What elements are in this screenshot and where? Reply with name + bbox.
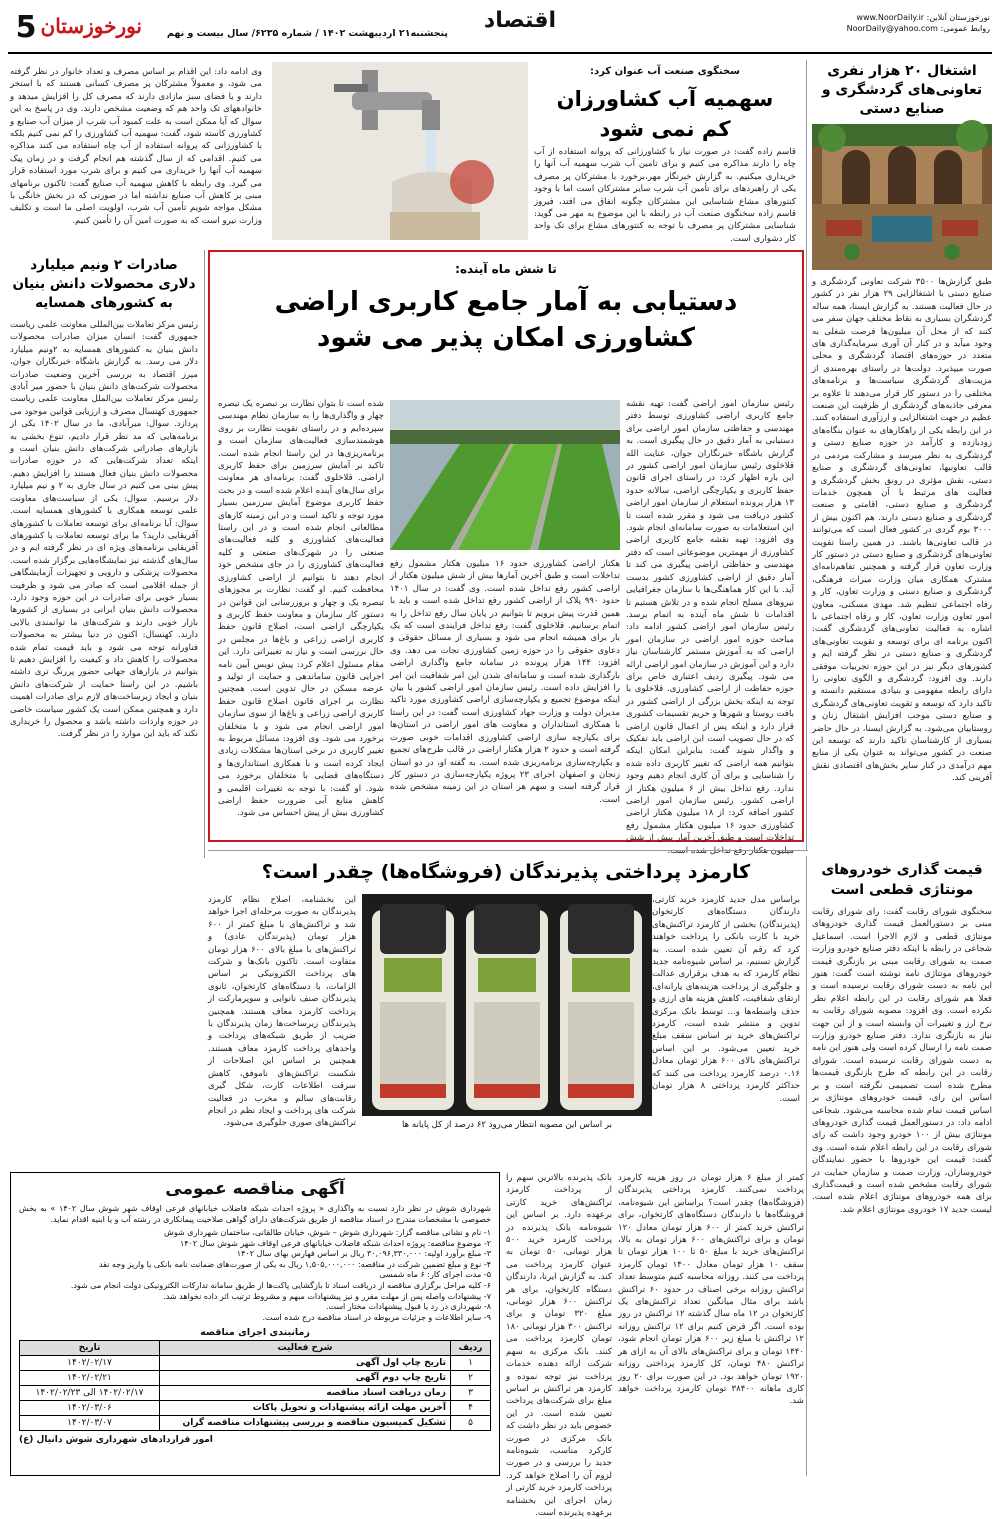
row-activity: تشکیل کمیسیون مناقصه و بررسی پیشنهادات مناقصه گران bbox=[160, 1416, 451, 1431]
rice-field-illustration bbox=[390, 400, 620, 550]
tender-item: ۸- شهرداری در رد یا قبول پیشنهادات مختار است. bbox=[325, 1302, 491, 1312]
land-headline-2: کشاورزی امکان پذیر می شود bbox=[317, 323, 695, 353]
row-activity: آخرین مهلت ارائه پیشنهادات و تحویل پاکات bbox=[160, 1401, 451, 1416]
table-row bbox=[20, 1416, 491, 1431]
tender-item: ۵- مدت اجرای کار: ۶ ماه شمسی bbox=[379, 1270, 491, 1280]
water-article bbox=[10, 62, 800, 242]
row-date: ۱۴۰۲/۰۳/۰۷ bbox=[20, 1416, 160, 1431]
water-kicker: سخنگوی صنعت آب عنوان کرد: bbox=[589, 66, 741, 77]
row-number: ۱ bbox=[451, 1356, 491, 1371]
col-header-row: ردیف bbox=[451, 1341, 491, 1356]
tender-item: ۶- کلیه مراحل برگزاری مناقصه از دریافت اسناد تا بازگشایی پاکت‌ها از طریق سامانه تدارکات الکترونیکی دولت انجام می شود. bbox=[70, 1280, 491, 1290]
tourism-body: طبق گزارش‌ها ۳۵۰۰ شرکت تعاونی گردشگری و صنایع دستی با اشتغالزایی ۲۹ هزار نفر در کشور در حال فعالیت هستند. به گزارش ایسنا، همه ساله گردشگران بسیاری به نقاط مختلف جهان سفر می کنند که از محل آن میلیون‌ها فرصت شغلی به وجود میآید و در کنار آن‌ آوری سرمایه‌گذاری های متعدد در حوزه‌های اقتصاد گردشگری و محلی صورت میپذیرد. دولت‌ها در راستای بهره‌مندی از مزیت‌های گردشگری سیاست‌ها و برنامه‌های مختلفی را در دستور کار قرار می‌دهند تا علاوه بر معرفی جاذبه‌های گردشگری از ظرفیت این صنعت عظیم در جهت اشتغالزایی و ارزآوری استفاده کنند. در این رابطه یکی از راهکارهای به عنوان بنگاه‌های زودبازده و کارآمد در حوزه صنایع دستی و گردشگری به نظر میرسد و مشارکت مردمی در قالب تعاونیها، تعاونی‌های گردشگری و صنایع دستی، نقش مؤثری در رونق بخش گردشگری و فعالیت های مرتبط با آن همچون خدمات گردشگری و صنایع دستی، اقامتی و صنعت گردشگری و صنایع دستی دارند. هم اکنون بیش از ۳۰۰۰ بوم گردی در کشور فعال است که می‌توانند در قالب تعاونی‌ها باشند. در همین راستا تقویت تعاونی‌های گردشگری و صنایع دستی در دستور کار وزارت تعاون قرار گرفته و همچنین تفاهم‌نامه‌ای مشترک همکاری میان وزارت میراث فرهنگی، گردشگری و صنایع دستی و وزارت تعاون، کار و رفاه اجتماعی تنظیم شد. مهدی مسکنی، معاون امور تعاون وزارت تعاون، کار و رفاه اجتماعی با اشاره به فعالیت تعاونی‌های گردشگری گفت: اکنون برنامه ای برای توسعه و تقویت تعاونی‌های گردشگری و صنایع دستی در نظر گرفته ایم و کشورهای دیگر نیز در این حوزه تجربیات موفقی دارند. وی افزود: گردشگری و الگوی تعاونی را دارای رابطه مفهومی و بنیادی مستقیم دانسته و تاکید دارد که توسعه و تقویت تعاونی‌های گردشگری و صنایع دستی موجب افزایش اشتغال زنان و روستاییان می‌شود. به گزارش ایسنا، در حال حاضر بسیاری از کارشناسان تاکید دارند که توسعه این صنعت در کشور می‌تواند به عنوان یکی از منابع مهم درآمدی در کنار سایر بخش‌های اقتصادی نقش آفرینی کند. bbox=[812, 277, 992, 784]
land-field-photo bbox=[390, 400, 620, 550]
site-url[interactable]: نورخوزستان آنلاین: www.NoorDaily.ir bbox=[856, 13, 990, 22]
pos-photo-caption: بر اساس این مصوبه انتظار می‌رود ۶۲ درصد از کل پایانه ها bbox=[401, 1120, 613, 1130]
schedule-caption: زمانبندی اجرای مناقصه bbox=[200, 1327, 310, 1339]
row-activity: تاریخ چاپ دوم آگهی bbox=[160, 1371, 451, 1386]
water-headline: سهمیه آب کشاورزان کم نمی شود bbox=[556, 87, 774, 141]
fee-body-left: بانک پذیرنده بالاترین سهم را از پرداخت کارمزد تراکنش‌های خرید کارتی برعهده دارد. بر اساس این شیوه‌نامه بانک پذیرنده در پرداخت کارمزد خرید ۵۰۰ هزار تومانی، ۵۰ تومان به عنوان کارمزد پرداخت می کند. به گزارش ایرنا، دارندگان دستگاه کارتخوان، برای هر تراکنش ۶۰۰ هزار تومانی، مبلغ ۳۲۰ تومان و برای تراکنش ۳۰۰ هزار تومانی ۱۸۰ تومان کارمزد پرداخت می کنند. بانک مرکزی به سهم شرکت ارائه دهنده خدمات پرداخت نیز توجه نموده و کارمزد هر تراکنش بر اساس مبلغ برای شرکت‌های پرداخت تعیین شده است. در این خصوص باید در نظر داشت که بانک مرکزی در صورت کارکرد مناسب، شیوه‌نامه جدید را بررسی و در صورت لزوم آن را اصلاح خواهد کرد. پرداخت کارمزد خرید کارتی از زمان اجرای این بخشنامه برعهده پذیرنده است. bbox=[506, 1173, 612, 1518]
site-info bbox=[790, 12, 990, 34]
tourism-photo bbox=[812, 124, 992, 270]
logo: نورخوزستان bbox=[40, 14, 142, 38]
courtyard-illustration bbox=[812, 124, 992, 270]
cars-headline: قیمت گذاری خودروهای مونتاژی قطعی است bbox=[821, 862, 983, 898]
exports-headline: صادرات ۲ ونیم میلیارد دلاری محصولات دانش بنیان به کشورهای همسایه bbox=[12, 257, 196, 311]
table-row bbox=[20, 1386, 491, 1401]
pos-article bbox=[208, 858, 804, 1168]
tender-ad bbox=[10, 1172, 500, 1476]
col-header-activity: شرح فعالیت bbox=[160, 1341, 451, 1356]
tender-item: ۲- موضوع مناقصه: پروژه احداث شبکه فاضلاب خیابانهای فرعی اوقاف شهر شوش سال ۱۴۰۲ bbox=[179, 1238, 491, 1248]
water-tap-illustration bbox=[272, 62, 528, 240]
tourism-headline: اشتغال ۲۰ هزار نفری تعاونی‌های گردشگری و صنایع دستی bbox=[821, 63, 983, 117]
tender-item: ۷- پیشنهادات واصله پس از مهلت مقرر و نیز پیشنهادات مبهم و مشروط ترتیب اثر داده نخواهد شد. bbox=[163, 1291, 491, 1301]
col-header-date: تاریخ bbox=[20, 1341, 160, 1356]
tender-item: ۳- مبلغ برآورد اولیه: ۳۰,۰۹۶,۳۳۰,۰۰۰ ریال بر اساس فهارس بهای سال ۱۴۰۲ bbox=[236, 1249, 491, 1259]
row-date: ۱۴۰۲/۰۲/۲۱ bbox=[20, 1371, 160, 1386]
water-tap-photo bbox=[272, 62, 528, 240]
land-body-left: شده است تا بتوان نظارت بر تبصره یک تبصره چهار و واگذاری‌ها را به سازمان نظام مهندسی سپرده‌ایم و در راستای تقویت نظارت بر روی هوشمندسازی فعالیت‌های سازمان است و برنامه‌ریزی‌ها در این راستا انجام شده است. تاکید بر آمایش سرزمین برای حفظ کاربری اراضی. قلاخلوی گفت: برنامه‌ای هر معاونت برای سال‌های آینده اعلام شده است و در بحث حفظ کاربری موضوع آمایش سرزمین بسیار مورد توجه و تاکید است و در این زمینه کارهای مطالعاتی انجام شده است و در این راستا فعالیت‌های کشاورزی و کلیه فعالیت‌های صنعتی را در شهرک‌های صنعتی و کلیه فعالیت‌های کشاورزی را در جای مشخص خود انجام دهند تا بتوانیم از اراضی کشاورزی محافظت کنیم. او گفت: نظارت بر مجوزهای تبصره یک و چهار و بروزرسانی این قوانین در دستور کار سازمان و معاونت حفظ کاربری و یکپارچگی اراضی است، اصلاح قانون حفظ کاربری اراضی زراعی و باغ‌ها در مجلس در حال بررسی است و نیاز به تغییراتی دارد. این مقام مسئول اعلام کرد: پیش نویس آیین نامه اجرایی قانون ساماندهی و حمایت از تولید و عرضه مسکن در حال تدوین است. همچنین نظارت بر اجرای قانون اصلاح قانون حفظ کاربری اراضی زراعی و باغ‌ها از سوی سازمان امور اراضی انجام می شود و با متخلفان برخورد می شود. وی افزود: مسائل مربوط به تغییر کاربری در برخی استان‌ها مشکلات زیادی ایجاد کرده است و با همکاری استانداری‌ها و دستگاه‌های قضایی با متخلفان برخورد می شود. او گفت: با توجه به تغییرات اقلیمی و کاهش منابع آبی ضرورت حفظ اراضی کشاورزی بیش از پیش احساس می شود. bbox=[218, 399, 384, 819]
cars-article bbox=[812, 860, 992, 1472]
pos-body-right: براساس مدل جدید کارمزد خرید کارتی، دارندگان دستگاه‌های کارتخوان (پذیرندگان) بخشی از کارمزد تراکنش‌های خرید با کارت بانکی را پرداخت خواهند کرد که رقم آن تعیین شده است. به گزارش تسنیم، بر اساس شیوه‌نامه جدید نظام کارمزد که به هدف برقراری عدالت و جلوگیری از پرداخت هزینه‌های یارانه‌ای، ارتقای شفافیت، کاهش هزینه های ارزی و حذف واسطه‌ها و... توسط بانک مرکزی تدوین و منتشر شده است، کارمزد تراکنش‌های خرید بر اساس سقف مبلغ خرید تعیین می‌شود. بر این اساس تراکنش‌های بالای ۶۰۰ هزار تومان معادل ۰.۱۶ درصد کارمزد پرداخت می کنند که حداکثر کارمزد پرداختی ۸ هزار تومان است. bbox=[652, 895, 801, 1104]
land-body-middle: هکتار اراضی کشاورزی حدود ۱۶ میلیون هکتار مشمول رفع تداخلات است و طبق آخرین آمارها بیش از شش میلیون هکتار از اراضی کشور رفع تداخل شده است. وی گفت: در سال ۱۴۰۱ حدود ۹۹۰ پلاک از اراضی کشور رفع تداخل شده است و باید با همین قدرت پیش برویم تا بتوانیم در پایان سال رفع تداخل را به اتمام برسانیم. قلاخلوی گفت: رفع تداخل فرایندی است که یک بار برای همیشه انجام می شود و بسیاری از مسائل حقوقی و دعاوی حقوقی را در حوزه زمین کشاورزی نجات می دهد. وی افزود: ۱۴۴ هزار پرونده در سامانه جامع واگذاری اراضی بارگذاری شده است و سامانه‌ای شدن این امر شفافیت این امر را افزایش داده است. رئیس سازمان امور اراضی کشور با بیان اینکه موضوع تجمیع و یکپارچه‌سازی اراضی کشاورزی مورد تاکید مدیران دولت و وزارت جهاد کشاورزی است گفت: در این راستا با همکاری استانداران و معاونت های امور اراضی در استان‌ها برای یکپارچه سازی اراضی کشاورزی اقدامات خوبی صورت گرفته است و حدود ۲ هزار هکتار اراضی در قالب طرح‌های تجمیع و یکپارچه‌سازی برنامه‌ریزی شده است. به گفته او، در دو استان زنجان و اصفهان اجرای ۲۳ پروژه یکپارچه‌سازی در دستور کار قرار گرفته است و سهم هر استان در این زمینه مشخص شده است. bbox=[390, 559, 620, 805]
land-body-right: رئیس سازمان امور اراضی گفت: تهیه نقشه جامع کاربری اراضی کشاورزی توسط دفتر مهندسی و حفاظتی سازمان امور اراضی برای دستیابی به آمار دقیق در حال پیگیری است. به گزارش باشگاه خبرنگاران جوان، عنایت الله قلاخلوی رئیس سازمان امور اراضی کشور در این باره اظهار کرد: در راستای اجرای قانون حفظ کاربری و یکپارچگی اراضی، سالانه حدود ۱۳ هزار پرونده استعلام از سازمان امور اراضی کشور دریافت می شود و مقرر شده است تا این استعلامات به صورت سامانه‌ای انجام شود. وی افزود: تهیه نقشه جامع کاربری اراضی کشاورزی از مهمترین موضوعاتی است که دفتر مهندسی و حفاظتی اراضی پیگیری می کند تا آمار دقیق از اراضی کشاورزی کشور بدست آید. با این کار هماهنگی‌ها با سازمان جغرافیایی نیروهای مسلح انجام شده و در تلاش هستیم تا اقدامات تا شش ماه آینده به اتمام برسد. رئیس سازمان امور اراضی کشور ادامه داد: مباحث حوزه امور اراضی در سازمان امور اراضی که به آموزش مستمر کارشناسان نیاز دارد و این آموزش در سازمان امور اراضی ارائه می شود. پیگیری ردیف اعتباری خاص برای حوزه حفاظت از اراضی کشاورزی. قلاخلوی با توجه به اینکه بخش بزرگی از اراضی کشور در بافت روستا و شهرها و حریم تقسیمات کشوری قرار دارد و اینکه پس از اعمال قانون اراضی که در حال تصویب است این اراضی باید تفکیک و واگذار شوند گفت: بنابراین امکان اینکه بتوانیم همه اراضی که تغییر کاربری داده شده را شناسایی و برای آن کاری انجام دهیم وجود ندارد. رفع تداخل بیش از ۶ میلیون هکتار از اراضی کشور. رئیس سازمان امور اراضی کشور اضافه کرد: از ۱۸ میلیون هکتار اراضی کشاورزی حدود ۱۶ میلیون هکتار مشمول رفع تداخلات است و طبق آخرین آمار بیش از شش bbox=[626, 399, 795, 844]
section-title: اقتصاد bbox=[483, 8, 557, 33]
pos-body-middle: این بخشنامه، اصلاح نظام کارمزد پذیرندگان به صورت مرحله‌ای اجرا خواهد شد و تراکنش‌های با مبلغ کمتر از ۶۰۰ هزار تومان (پذیرندگان عادی) و تراکنش‌های با مبلغ بالای ۶۰۰ هزار تومان متفاوت است. تاکنون بانک‌ها و شرکت های پرداخت الکترونیکی بر اساس الزامات، با دستگاه‌های کارتخوان، ثانوی پذیرندگان صنف نانوایی و سوپرمارکت از پرداخت کارمزد معاف هستند. همچنین پذیرندگان زیرساخت‌ها زمان پذیرندگان با ضریب از طریق شبکه‌های پرداخت و واحدهای پرداخت کارمزد معاف هستند. همچنین بر اساس این اصلاحات از شکست تراکنش‌های ناموفق، کاهش سرقت اطلاعات کارت، شکل گیری رقابت‌های سالم و مخرب در فعالیت شرکت های پرداخت و ایجاد نظم در انجام تراکنش‌های صوری جلوگیری می‌شود. bbox=[208, 895, 356, 1129]
tender-items bbox=[19, 1228, 491, 1323]
table-row bbox=[20, 1401, 491, 1416]
row-number: ۲ bbox=[451, 1371, 491, 1386]
row-activity: زمان دریافت اسناد مناقصه bbox=[160, 1386, 451, 1401]
pos-terminals-photo bbox=[362, 894, 652, 1116]
exports-body: رئیس مرکز تعاملات بین‌المللی معاونت علمی ریاست جمهوری گفت: انسان میزان صادرات محصولات دانش بنیان به کشورهای همسایه به ۲ونیم میلیارد دلار می رسد. به گزارش باشگاه خبرنگاران جوان، میرز اقتصاد به بررسی آخرین وضعیت صادرات محصولات شرکت‌های دانش بنیان با حضور میر آبادی رئیس مرکز تعاملات بین‌الملل معاونت علمی ریاست جمهوری کهنسال مصرف و ارزیابی قوانین موجود می پردازد. سوال: میرآبادی، ما در سال ۱۴۰۲ یکی از برنامه‌هایی که مد نظر قرار دادیم، تنوع بخشی به بازارهای صادراتی شرکت‌های دانش بنیان است و اینکه تعداد شرکت‌هایی که در حوزه صادرات محصولات دانش بنیان فعال هستند را افزایش دهیم. پیش بینی می کنیم در سال جاری به ۲ و نیم میلیارد دلار برسیم. سوال: یکی از سیاست‌های معاونت علمی توسعه همکاری با کشورهای همسایه است. سوال: آیا برنامه‌ای برای توسعه تعاملات با کشورهای آفریقایی دارید؟ ما برای توسعه تعاملات با کشورهای آفریقایی برنامه‌های ویژه ای در نظر گرفته ایم و در سال‌های گذشته نیز نمایشگاه‌هایی برگزار شده است. محصولات پزشکی و دارویی و تجهیزات آزمایشگاهی از جمله اقلامی است که صادر می شود و ظرفیت بسیار خوبی برای صادرات در این حوزه وجود دارد. محصولات دانش بنیان ایرانی در بسیاری از کشورها بازار خوبی دارند و شرکت‌های ما توانمندی بالایی دارند. کهنسال: اکنون در دنیا بیشتر به محصولات فناورانه توجه می شود و باید قیمت تمام شده محصولات را کاهش داد و کیفیت را افزایش دهیم تا بتوانیم در بازارهای جهانی حضور پررنگ تری داشته باشیم. در این راستا حمایت از شرکت‌های دانش بنیان و ایجاد زیرساخت‌های لازم برای صادرات اهمیت دارد و همچنین ممکن است یک کشور سیاست خاصی در حوزه واردات داشته باشد و محصول را خریداری نکند که باید این موارد را در نظر گرفت. bbox=[10, 320, 199, 740]
card-readers-illustration bbox=[362, 894, 652, 1116]
land-headline-1: دستیابی به آمار جامع کاربری اراضی bbox=[274, 287, 738, 317]
table-row bbox=[20, 1371, 491, 1386]
section-rule bbox=[208, 850, 808, 851]
row-date: ۱۴۰۲/۰۲/۱۷ bbox=[20, 1356, 160, 1371]
exports-article bbox=[10, 256, 198, 856]
pos-headline: کارمزد پرداختی پذیرندگان (فروشگاه‌ها) چقدر است؟ bbox=[261, 861, 751, 883]
tender-title: آگهی مناقصه عمومی bbox=[165, 1179, 345, 1199]
tourism-article bbox=[812, 62, 992, 847]
page-number: 5 bbox=[15, 10, 37, 45]
schedule-table bbox=[19, 1340, 491, 1431]
cars-body: سخنگوی شورای رقابت گفت: رای شورای رقابت مبنی بر دستورالعمل قیمت گذاری خودروهای مونتاژی قطعی و لازم الاجرا است. اسماعیل شجاعی در رابطه با اینکه دفتر صنایع خودرو وزارت صمت به شورای رقابت مبنی بر بازنگری قیمت خودروهای مونتاژی نامه نوشته است گفت: هنوز این نامه به دست شورای رقابت نرسیده است و فعلا هم شورای رقابت در این رابطه اعلام نظر نکرده است. وی افزود: مصوبه شورای رقابت به نرخ ارز و تغییرات آن وابسته است و از این جهت نیاز به بازنگری ندارد. دفتر صنایع خودرو وزارت صمت نامه را ارسال کرده است ولی هنوز این نامه به دست شورای رقابت نرسیده است. شورای رقابت در این رابطه که طرح بازنگری قیمت‌ها مطرح شده است تصمیمی نگرفته است و بر اساس این رای، قیمت خودروهای مونتاژی بر اساس قیمت تمام شده محاسبه می‌شود. شجاعی ادامه داد: در دستورالعمل قیمت گذاری خودروهای مونتاژی بیش از ۱۰۰ خودرو وجود داشت که رای شورای رقابت در این رابطه اعلام شده است. وی گفت: قیمت این خودروها با حضور نمایندگان خودروسازان، وزارت صمت و سازمان حمایت در شورای رقابت مشخص شده است و قیمت‌گذاری برای همه خودروهای مونتاژی اعلام شده است. لیست جدید ۱۷ خودروی مونتاژی اعلام شد. bbox=[812, 907, 992, 1215]
column-divider bbox=[806, 60, 807, 850]
tender-intro: شهرداری شوش در نظر دارد نسبت به واگذاری « پروژه احداث شبکه فاضلاب خیابانهای فرعی اوقاف شهر شوش سال ۱۴۰۲ » به بخش خصوصی با مشخصات مندرج در اسناد مناقصه از طریق شرکت‌های دارای گواهی صلاحیت پیمانکاری در رشته آب و یا ابنیه اقدام نماید. bbox=[19, 1204, 491, 1224]
water-body-right: قاسم زاده گفت: در صورت نیاز با کشاورزانی که پروانه استفاده از آب چاه را دارند مذاکره می کنیم و برای تامین آب شرب سهمیه آب آنها را خریداری میکنیم. به گزارش خبرنگار مهر،برخورد با مشترکان پر مصرف یکی از راهبردهای برای تأمین آب شرب سایر مشترکان است اما با وجود کنتورهای مشاع شناسایی این مشترکان چگونه اتفاق می افتد، فیروز قاسم زاده سخنگوی صنعت آب در رابطه با این موضوع به مهر می گوید: شناسایی مشترکان پر مصرف با توجه به کنتورهای مشاع برای تک واحد کار دشواری است. bbox=[534, 147, 796, 244]
row-date: ۱۴۰۲/۰۳/۰۶ bbox=[20, 1401, 160, 1416]
land-article-box bbox=[208, 250, 804, 842]
water-body-left: وی ادامه داد: این اقدام بر اساس مصرف و تعداد خانوار در نظر گرفته می شود، و معمولاً مشترکان پر مصرف کسانی هستند که با استخر دارند و یا فضای سبز مازادی دارند که مصرف کل را افزایش میدهد و خانوادههای تک واحد هم که وضعیت مشخص دارند. وی در پاسخ به این سوال که آیا ممکن است به علت کمبود آب شرب از میزان آب صنایع و کشاورزی کاسته شود، گفت: سهمیه آب کشاورزی را کم نمی کنیم بلکه با کشاورزانی که پروانه استفاده از آب چاه استفاده می کنند مذاکره می کنیم. اقدامی که از سال گذشته هم انجام گرفت و در زمان پیک سهمیه آب آنها را خریداری می کنیم و برای شرب مورد استفاده قرار می گیرد. وی رابطه با کاهش سهمیه آب صنایع گفت: تاکنون برنامهای مبنی بر کاهش آب صنایع نداشته اما در صورتی که در بخش خانگی با مشکل مواجه شویم تأمین آب شرب، اولویت اصلی ما است و تکلیف وزارت نیرو است که به صورت امین آن را تأمین کنیم. bbox=[10, 67, 262, 226]
date-line: پنجشنبه۲۱ اردیبهشت ۱۴۰۲ / شماره ۶۲۳۵/ سال بیست و نهم bbox=[166, 28, 448, 39]
site-email[interactable]: روابط عمومی: NoorDaily@yahoo.com bbox=[846, 24, 990, 33]
row-activity: تاریخ چاپ اول آگهی bbox=[160, 1356, 451, 1371]
tender-signature: امور قراردادهای شهرداری شوش دانیال (ع) bbox=[19, 1435, 213, 1446]
column-divider bbox=[806, 856, 807, 1476]
table-row bbox=[20, 1356, 491, 1371]
fee-body-right: کمتر از مبلغ ۶ هزار تومان در روز هزینه کارمزد پرداخت نمی‌کنند. کارمزد پرداختی پذیرندگان (فروشگاه‌ها) چقدر است؟ براساس این شیوه‌نامه، فروشگاه‌ها با دارندگان دستگاه‌های کارتخوان، برای تراکنش خرید کمتر از ۶۰۰ هزار تومان معادل ۱۲۰ تومان و برای تراکنش‌های ۶۰۰ هزار تومان به بالا، تراکنش‌های خرید با مبلغ ۵۰ تا ۱۰۰ هزار تومان تا سقف ۱۰ هزار تومان معادل ۱۴۰۰ تومان کارمزد پرداخت می کنند. روزانه محاسبه کنیم متوسط تعداد تراکنش روزانه برخی اصناف در حدود ۶۰ تراکنش باشد برای مثال میانگین تعداد تراکنش‌های یک کارتخوان در ۱۲ ماه سال گذشته ۱۲ تراکنش در روز بوده است. اگر فرض کنیم برای ۱۲ تراکنش روزانه ۱۲ تراکنش با مبلغ زیر ۶۰۰ هزار تومان انجام شود، ۱۴۴۰ تومان و برای تراکنش‌های بالای آن به ازای هر تراکنش ۴۸۰ تومان، کل کارمزد پرداختی روزانه ۱۹۲۰ تومان خواهد بود. در این صورت برای ۲۰ روز کاری ماهانه ۳۸۴۰۰ تومان کارمزد پرداخت خواهد شد. bbox=[618, 1173, 805, 1407]
column-divider bbox=[204, 250, 205, 858]
row-date: ۱۴۰۲/۰۲/۱۷ الی ۱۴۰۲/۰۲/۲۳ bbox=[20, 1386, 160, 1401]
row-number: ۳ bbox=[451, 1386, 491, 1401]
land-kicker: تا شش ماه آینده: bbox=[455, 262, 557, 276]
masthead bbox=[0, 0, 1000, 58]
row-number: ۵ bbox=[451, 1416, 491, 1431]
tender-item: ۱- نام و نشانی مناقصه گزار: شهرداری شوش – شوش، خیابان طالقانی، ساختمان شهرداری شوش bbox=[164, 1228, 491, 1237]
header-rule bbox=[8, 52, 992, 54]
row-number: ۴ bbox=[451, 1401, 491, 1416]
tender-item: ۴- نوع و مبلغ تضمین شرکت در مناقصه: ۱,۵۰۵,۰۰۰,۰۰۰ ریال به یکی از صورت‌های ضمانت نامه بانکی یا واریز وجه نقد bbox=[98, 1259, 491, 1269]
tender-item: ۹- سایر اطلاعات و جزئیات مربوطه در اسناد مناقصه درج شده است. bbox=[262, 1312, 491, 1322]
